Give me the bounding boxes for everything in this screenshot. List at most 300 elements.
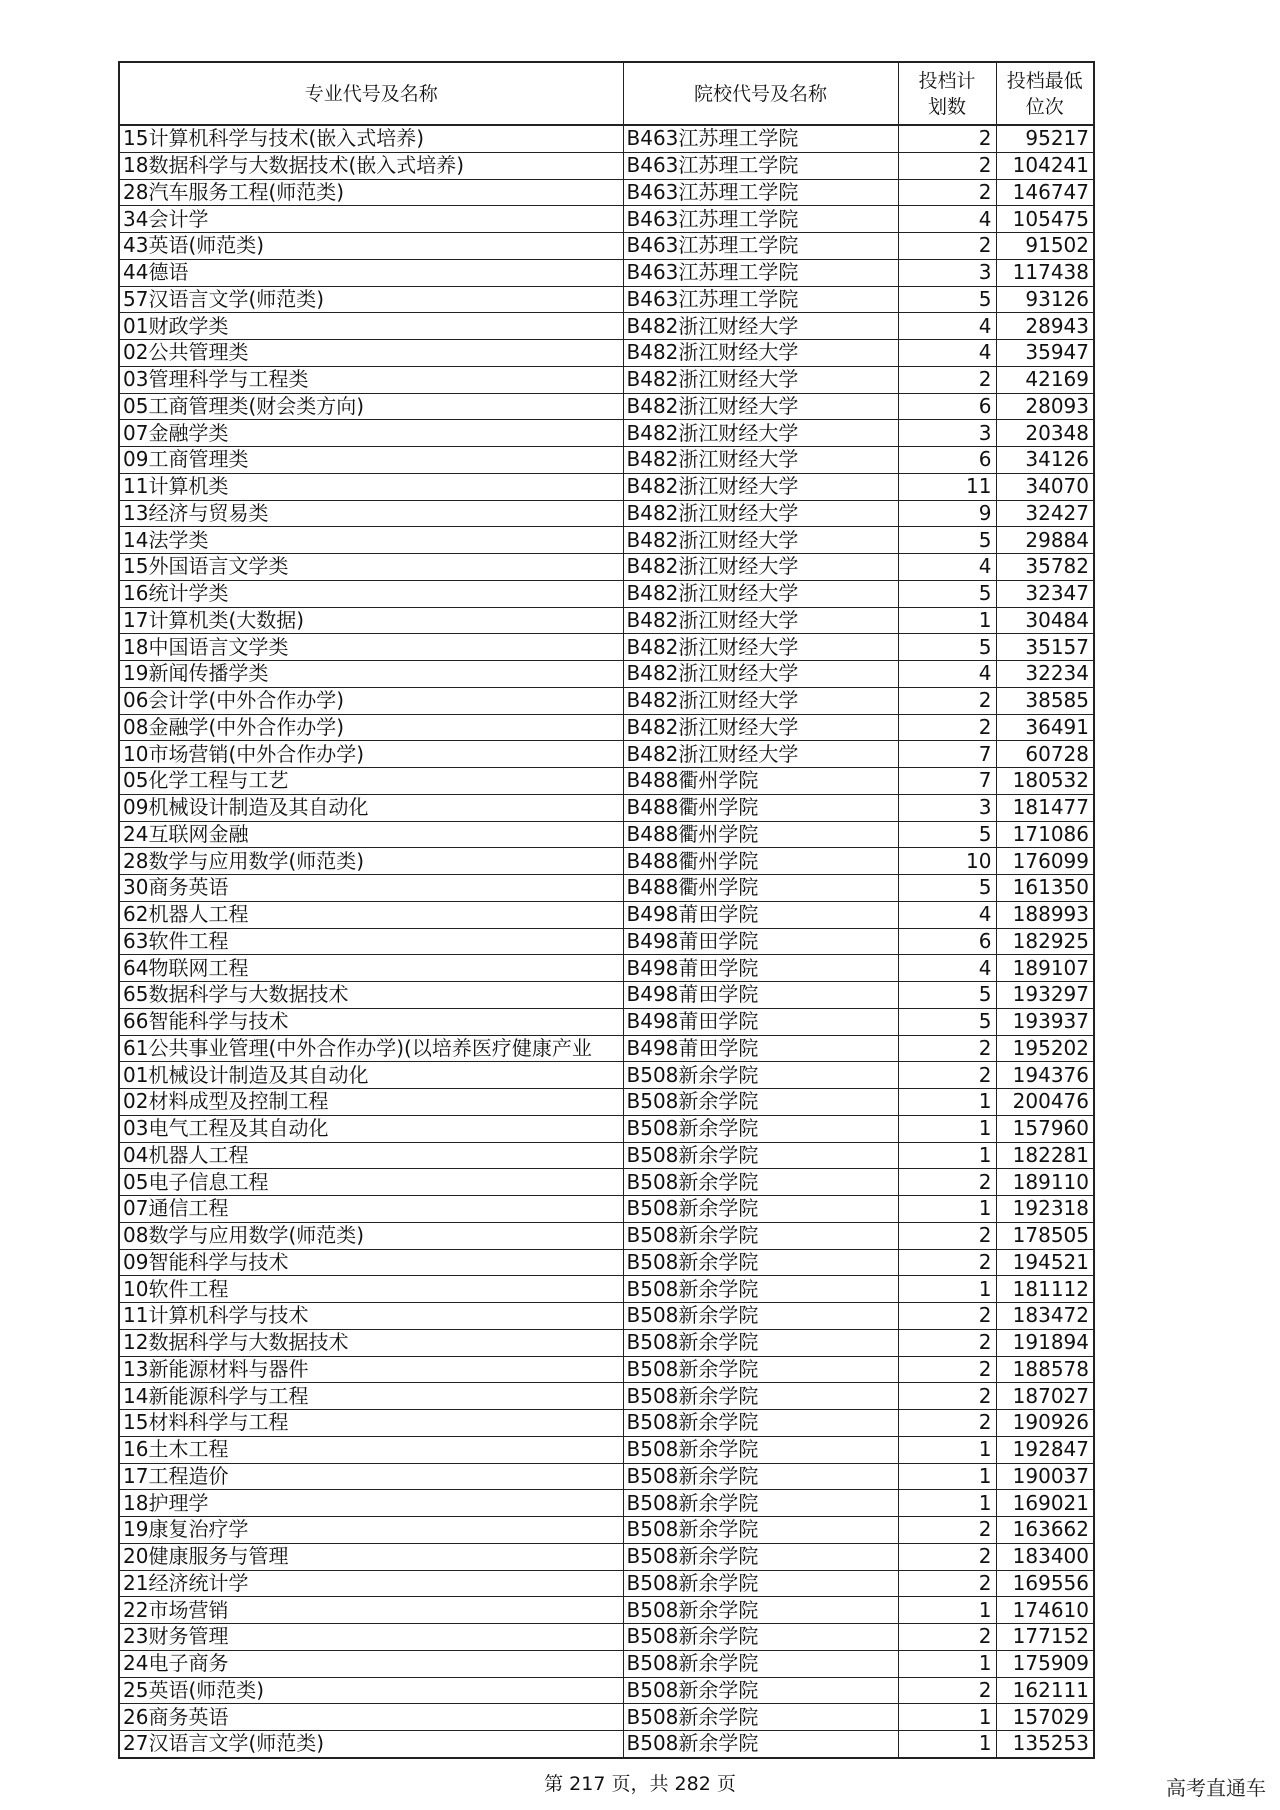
cell-school: B482浙江财经大学 — [623, 447, 898, 474]
cell-rank: 176099 — [996, 848, 1094, 875]
cell-major: 03管理科学与工程类 — [119, 366, 623, 393]
table-row — [119, 473, 1094, 500]
cell-school: B508新余学院 — [623, 1249, 898, 1276]
cell-plan: 2 — [898, 1169, 996, 1196]
cell-plan: 5 — [898, 580, 996, 607]
cell-rank: 35947 — [996, 340, 1094, 367]
cell-plan: 5 — [898, 821, 996, 848]
cell-rank: 194521 — [996, 1249, 1094, 1276]
cell-school: B488衢州学院 — [623, 875, 898, 902]
cell-plan: 10 — [898, 848, 996, 875]
cell-plan: 4 — [898, 661, 996, 688]
cell-school: B482浙江财经大学 — [623, 313, 898, 340]
table-row — [119, 1062, 1094, 1089]
table-row — [119, 1490, 1094, 1517]
cell-school: B498莆田学院 — [623, 901, 898, 928]
cell-rank: 193297 — [996, 982, 1094, 1009]
table-row — [119, 393, 1094, 420]
cell-school: B508新余学院 — [623, 1597, 898, 1624]
cell-school: B508新余学院 — [623, 1062, 898, 1089]
cell-major: 24互联网金融 — [119, 821, 623, 848]
table-row — [119, 1704, 1094, 1731]
cell-school: B463江苏理工学院 — [623, 286, 898, 313]
cell-rank: 194376 — [996, 1062, 1094, 1089]
cell-rank: 32427 — [996, 500, 1094, 527]
table-row — [119, 634, 1094, 661]
cell-school: B482浙江财经大学 — [623, 607, 898, 634]
cell-school: B508新余学院 — [623, 1570, 898, 1597]
cell-school: B482浙江财经大学 — [623, 661, 898, 688]
cell-plan: 5 — [898, 634, 996, 661]
cell-major: 18护理学 — [119, 1490, 623, 1517]
cell-school: B508新余学院 — [623, 1115, 898, 1142]
cell-major: 05工商管理类(财会类方向) — [119, 393, 623, 420]
cell-plan: 2 — [898, 1677, 996, 1704]
cell-rank: 183472 — [996, 1303, 1094, 1330]
table-row — [119, 1677, 1094, 1704]
cell-plan: 11 — [898, 473, 996, 500]
cell-school: B482浙江财经大学 — [623, 741, 898, 768]
cell-plan: 1 — [898, 1196, 996, 1223]
cell-rank: 32234 — [996, 661, 1094, 688]
cell-school: B508新余学院 — [623, 1329, 898, 1356]
cell-plan: 4 — [898, 901, 996, 928]
cell-major: 64物联网工程 — [119, 955, 623, 982]
cell-plan: 2 — [898, 1222, 996, 1249]
cell-rank: 105475 — [996, 206, 1094, 233]
header-row — [119, 62, 1094, 125]
cell-plan: 2 — [898, 1356, 996, 1383]
cell-major: 09智能科学与技术 — [119, 1249, 623, 1276]
admission-table — [118, 61, 1095, 1759]
cell-major: 15外国语言文学类 — [119, 554, 623, 581]
cell-plan: 9 — [898, 500, 996, 527]
cell-major: 28汽车服务工程(师范类) — [119, 179, 623, 206]
cell-major: 17计算机类(大数据) — [119, 607, 623, 634]
cell-school: B498莆田学院 — [623, 928, 898, 955]
cell-rank: 117438 — [996, 259, 1094, 286]
table-row — [119, 179, 1094, 206]
cell-plan: 4 — [898, 313, 996, 340]
table-row — [119, 982, 1094, 1009]
cell-major: 30商务英语 — [119, 875, 623, 902]
cell-rank: 169556 — [996, 1570, 1094, 1597]
cell-school: B508新余学院 — [623, 1731, 898, 1758]
cell-plan: 1 — [898, 1115, 996, 1142]
cell-rank: 189110 — [996, 1169, 1094, 1196]
cell-school: B463江苏理工学院 — [623, 259, 898, 286]
cell-school: B498莆田学院 — [623, 1008, 898, 1035]
watermark: 高考直通车 — [1166, 1776, 1266, 1800]
table-row — [119, 1089, 1094, 1116]
header-plan-line1: 投档计 — [918, 69, 976, 92]
cell-school: B463江苏理工学院 — [623, 125, 898, 152]
cell-school: B508新余学院 — [623, 1704, 898, 1731]
cell-plan: 7 — [898, 741, 996, 768]
cell-school: B463江苏理工学院 — [623, 152, 898, 179]
table-row — [119, 1035, 1094, 1062]
cell-school: B482浙江财经大学 — [623, 340, 898, 367]
cell-school: B508新余学院 — [623, 1169, 898, 1196]
cell-school: B508新余学院 — [623, 1463, 898, 1490]
cell-plan: 2 — [898, 1624, 996, 1651]
cell-rank: 200476 — [996, 1089, 1094, 1116]
cell-major: 11计算机类 — [119, 473, 623, 500]
cell-major: 12数据科学与大数据技术 — [119, 1329, 623, 1356]
table-row — [119, 661, 1094, 688]
table-row — [119, 1410, 1094, 1437]
table-row — [119, 1356, 1094, 1383]
cell-plan: 3 — [898, 794, 996, 821]
cell-major: 15计算机科学与技术(嵌入式培养) — [119, 125, 623, 152]
table-row — [119, 1222, 1094, 1249]
cell-rank: 35782 — [996, 554, 1094, 581]
cell-rank: 95217 — [996, 125, 1094, 152]
cell-plan: 2 — [898, 1570, 996, 1597]
table-row — [119, 1008, 1094, 1035]
cell-major: 03电气工程及其自动化 — [119, 1115, 623, 1142]
table-row — [119, 1597, 1094, 1624]
cell-rank: 30484 — [996, 607, 1094, 634]
cell-major: 26商务英语 — [119, 1704, 623, 1731]
cell-plan: 7 — [898, 768, 996, 795]
cell-major: 18数据科学与大数据技术(嵌入式培养) — [119, 152, 623, 179]
cell-plan: 2 — [898, 1410, 996, 1437]
cell-rank: 60728 — [996, 741, 1094, 768]
cell-major: 02材料成型及控制工程 — [119, 1089, 623, 1116]
cell-major: 01机械设计制造及其自动化 — [119, 1062, 623, 1089]
cell-school: B508新余学院 — [623, 1410, 898, 1437]
cell-rank: 157960 — [996, 1115, 1094, 1142]
cell-plan: 5 — [898, 982, 996, 1009]
cell-rank: 93126 — [996, 286, 1094, 313]
cell-rank: 178505 — [996, 1222, 1094, 1249]
cell-school: B508新余学院 — [623, 1089, 898, 1116]
cell-rank: 190926 — [996, 1410, 1094, 1437]
cell-plan: 1 — [898, 1142, 996, 1169]
cell-school: B482浙江财经大学 — [623, 366, 898, 393]
table-row — [119, 1383, 1094, 1410]
cell-school: B488衢州学院 — [623, 794, 898, 821]
cell-plan: 5 — [898, 286, 996, 313]
cell-rank: 42169 — [996, 366, 1094, 393]
cell-school: B482浙江财经大学 — [623, 634, 898, 661]
cell-major: 20健康服务与管理 — [119, 1543, 623, 1570]
table-row — [119, 687, 1094, 714]
cell-rank: 181112 — [996, 1276, 1094, 1303]
cell-major: 11计算机科学与技术 — [119, 1303, 623, 1330]
header-plan — [898, 62, 996, 125]
table-row — [119, 821, 1094, 848]
cell-plan: 2 — [898, 1035, 996, 1062]
cell-school: B463江苏理工学院 — [623, 179, 898, 206]
cell-rank: 189107 — [996, 955, 1094, 982]
cell-rank: 175909 — [996, 1650, 1094, 1677]
cell-major: 62机器人工程 — [119, 901, 623, 928]
cell-major: 63软件工程 — [119, 928, 623, 955]
cell-rank: 146747 — [996, 179, 1094, 206]
cell-major: 02公共管理类 — [119, 340, 623, 367]
cell-school: B508新余学院 — [623, 1383, 898, 1410]
cell-major: 13新能源材料与器件 — [119, 1356, 623, 1383]
cell-rank: 171086 — [996, 821, 1094, 848]
cell-plan: 3 — [898, 420, 996, 447]
cell-plan: 1 — [898, 1089, 996, 1116]
cell-rank: 28943 — [996, 313, 1094, 340]
table-row — [119, 1142, 1094, 1169]
cell-major: 10市场营销(中外合作办学) — [119, 741, 623, 768]
cell-plan: 1 — [898, 1731, 996, 1758]
cell-school: B463江苏理工学院 — [623, 233, 898, 260]
cell-school: B508新余学院 — [623, 1142, 898, 1169]
cell-plan: 4 — [898, 206, 996, 233]
cell-plan: 2 — [898, 125, 996, 152]
cell-plan: 1 — [898, 607, 996, 634]
cell-major: 66智能科学与技术 — [119, 1008, 623, 1035]
cell-rank: 162111 — [996, 1677, 1094, 1704]
cell-school: B508新余学院 — [623, 1436, 898, 1463]
table-row — [119, 1650, 1094, 1677]
cell-school: B482浙江财经大学 — [623, 500, 898, 527]
cell-plan: 1 — [898, 1436, 996, 1463]
cell-major: 22市场营销 — [119, 1597, 623, 1624]
cell-major: 61公共事业管理(中外合作办学)(以培养医疗健康产业 — [119, 1035, 623, 1062]
cell-plan: 5 — [898, 527, 996, 554]
cell-major: 05电子信息工程 — [119, 1169, 623, 1196]
cell-major: 04机器人工程 — [119, 1142, 623, 1169]
cell-rank: 187027 — [996, 1383, 1094, 1410]
table-row — [119, 366, 1094, 393]
cell-major: 07通信工程 — [119, 1196, 623, 1223]
cell-school: B482浙江财经大学 — [623, 580, 898, 607]
cell-major: 15材料科学与工程 — [119, 1410, 623, 1437]
cell-school: B508新余学院 — [623, 1222, 898, 1249]
cell-school: B508新余学院 — [623, 1543, 898, 1570]
table-row — [119, 1731, 1094, 1758]
cell-school: B463江苏理工学院 — [623, 206, 898, 233]
cell-plan: 1 — [898, 1704, 996, 1731]
table-row — [119, 233, 1094, 260]
table-row — [119, 1196, 1094, 1223]
table-body — [119, 125, 1094, 1758]
cell-rank: 188993 — [996, 901, 1094, 928]
cell-major: 06会计学(中外合作办学) — [119, 687, 623, 714]
cell-rank: 181477 — [996, 794, 1094, 821]
table-row — [119, 714, 1094, 741]
table-row — [119, 1115, 1094, 1142]
cell-major: 24电子商务 — [119, 1650, 623, 1677]
table-row — [119, 554, 1094, 581]
cell-rank: 35157 — [996, 634, 1094, 661]
table-row — [119, 1543, 1094, 1570]
cell-rank: 192847 — [996, 1436, 1094, 1463]
cell-plan: 2 — [898, 1383, 996, 1410]
cell-rank: 182281 — [996, 1142, 1094, 1169]
table-row — [119, 741, 1094, 768]
table-row — [119, 1463, 1094, 1490]
cell-rank: 29884 — [996, 527, 1094, 554]
cell-school: B482浙江财经大学 — [623, 420, 898, 447]
cell-school: B482浙江财经大学 — [623, 687, 898, 714]
table-row — [119, 1517, 1094, 1544]
cell-major: 57汉语言文学(师范类) — [119, 286, 623, 313]
cell-major: 27汉语言文学(师范类) — [119, 1731, 623, 1758]
cell-rank: 34070 — [996, 473, 1094, 500]
cell-rank: 34126 — [996, 447, 1094, 474]
cell-major: 43英语(师范类) — [119, 233, 623, 260]
cell-major: 28数学与应用数学(师范类) — [119, 848, 623, 875]
header-rank-line1: 投档最低 — [1006, 69, 1083, 92]
header-major: 专业代号及名称 — [119, 62, 623, 125]
table-row — [119, 848, 1094, 875]
table-row — [119, 125, 1094, 152]
cell-major: 19康复治疗学 — [119, 1517, 623, 1544]
cell-plan: 2 — [898, 714, 996, 741]
cell-major: 23财务管理 — [119, 1624, 623, 1651]
table-row — [119, 1570, 1094, 1597]
cell-plan: 2 — [898, 233, 996, 260]
cell-rank: 177152 — [996, 1624, 1094, 1651]
table-row — [119, 313, 1094, 340]
cell-rank: 163662 — [996, 1517, 1094, 1544]
cell-major: 17工程造价 — [119, 1463, 623, 1490]
table-row — [119, 1303, 1094, 1330]
table-row — [119, 259, 1094, 286]
header-rank-line2: 位次 — [1025, 95, 1064, 118]
table-row — [119, 955, 1094, 982]
cell-rank: 161350 — [996, 875, 1094, 902]
cell-major: 14新能源科学与工程 — [119, 1383, 623, 1410]
cell-plan: 1 — [898, 1276, 996, 1303]
cell-school: B508新余学院 — [623, 1650, 898, 1677]
table-row — [119, 1276, 1094, 1303]
table-row — [119, 286, 1094, 313]
cell-major: 44德语 — [119, 259, 623, 286]
cell-major: 34会计学 — [119, 206, 623, 233]
cell-rank: 182925 — [996, 928, 1094, 955]
cell-major: 21经济统计学 — [119, 1570, 623, 1597]
cell-plan: 6 — [898, 447, 996, 474]
cell-school: B508新余学院 — [623, 1490, 898, 1517]
cell-school: B482浙江财经大学 — [623, 527, 898, 554]
cell-rank: 135253 — [996, 1731, 1094, 1758]
cell-major: 65数据科学与大数据技术 — [119, 982, 623, 1009]
cell-school: B488衢州学院 — [623, 821, 898, 848]
table-row — [119, 1329, 1094, 1356]
cell-rank: 193937 — [996, 1008, 1094, 1035]
cell-school: B482浙江财经大学 — [623, 554, 898, 581]
cell-rank: 190037 — [996, 1463, 1094, 1490]
cell-plan: 2 — [898, 1249, 996, 1276]
cell-school: B508新余学院 — [623, 1276, 898, 1303]
cell-plan: 5 — [898, 875, 996, 902]
cell-school: B508新余学院 — [623, 1517, 898, 1544]
cell-major: 01财政学类 — [119, 313, 623, 340]
table-row — [119, 607, 1094, 634]
header-school: 院校代号及名称 — [623, 62, 898, 125]
table-row — [119, 794, 1094, 821]
cell-rank: 157029 — [996, 1704, 1094, 1731]
table-row — [119, 875, 1094, 902]
cell-plan: 6 — [898, 928, 996, 955]
cell-major: 08数学与应用数学(师范类) — [119, 1222, 623, 1249]
cell-school: B508新余学院 — [623, 1196, 898, 1223]
table-row — [119, 580, 1094, 607]
cell-rank: 174610 — [996, 1597, 1094, 1624]
cell-major: 16土木工程 — [119, 1436, 623, 1463]
cell-plan: 1 — [898, 1490, 996, 1517]
table-row — [119, 447, 1094, 474]
cell-plan: 6 — [898, 393, 996, 420]
cell-plan: 3 — [898, 259, 996, 286]
cell-major: 09工商管理类 — [119, 447, 623, 474]
cell-rank: 192318 — [996, 1196, 1094, 1223]
cell-plan: 5 — [898, 1008, 996, 1035]
cell-major: 08金融学(中外合作办学) — [119, 714, 623, 741]
cell-plan: 2 — [898, 366, 996, 393]
table-row — [119, 152, 1094, 179]
cell-school: B498莆田学院 — [623, 1035, 898, 1062]
cell-rank: 195202 — [996, 1035, 1094, 1062]
cell-rank: 38585 — [996, 687, 1094, 714]
cell-major: 09机械设计制造及其自动化 — [119, 794, 623, 821]
cell-school: B508新余学院 — [623, 1624, 898, 1651]
table-header — [119, 62, 1094, 125]
cell-major: 13经济与贸易类 — [119, 500, 623, 527]
table-row — [119, 768, 1094, 795]
header-rank — [996, 62, 1094, 125]
cell-major: 14法学类 — [119, 527, 623, 554]
table-row — [119, 340, 1094, 367]
table-row — [119, 1169, 1094, 1196]
cell-rank: 28093 — [996, 393, 1094, 420]
cell-plan: 2 — [898, 1329, 996, 1356]
table-row — [119, 901, 1094, 928]
cell-plan: 4 — [898, 554, 996, 581]
cell-plan: 1 — [898, 1463, 996, 1490]
cell-plan: 2 — [898, 152, 996, 179]
cell-plan: 2 — [898, 1303, 996, 1330]
cell-plan: 1 — [898, 1597, 996, 1624]
cell-school: B488衢州学院 — [623, 768, 898, 795]
table-row — [119, 1624, 1094, 1651]
cell-school: B508新余学院 — [623, 1677, 898, 1704]
cell-school: B508新余学院 — [623, 1356, 898, 1383]
cell-plan: 2 — [898, 1062, 996, 1089]
table-row — [119, 420, 1094, 447]
cell-rank: 188578 — [996, 1356, 1094, 1383]
cell-major: 07金融学类 — [119, 420, 623, 447]
cell-rank: 20348 — [996, 420, 1094, 447]
cell-rank: 191894 — [996, 1329, 1094, 1356]
cell-school: B482浙江财经大学 — [623, 473, 898, 500]
header-plan-line2: 划数 — [927, 95, 966, 118]
table-row — [119, 1249, 1094, 1276]
cell-major: 18中国语言文学类 — [119, 634, 623, 661]
table-row — [119, 500, 1094, 527]
cell-school: B482浙江财经大学 — [623, 393, 898, 420]
cell-school: B498莆田学院 — [623, 982, 898, 1009]
table-row — [119, 527, 1094, 554]
cell-rank: 180532 — [996, 768, 1094, 795]
cell-rank: 183400 — [996, 1543, 1094, 1570]
cell-major: 16统计学类 — [119, 580, 623, 607]
cell-plan: 4 — [898, 340, 996, 367]
cell-plan: 2 — [898, 1543, 996, 1570]
cell-school: B508新余学院 — [623, 1303, 898, 1330]
cell-school: B482浙江财经大学 — [623, 714, 898, 741]
cell-rank: 91502 — [996, 233, 1094, 260]
